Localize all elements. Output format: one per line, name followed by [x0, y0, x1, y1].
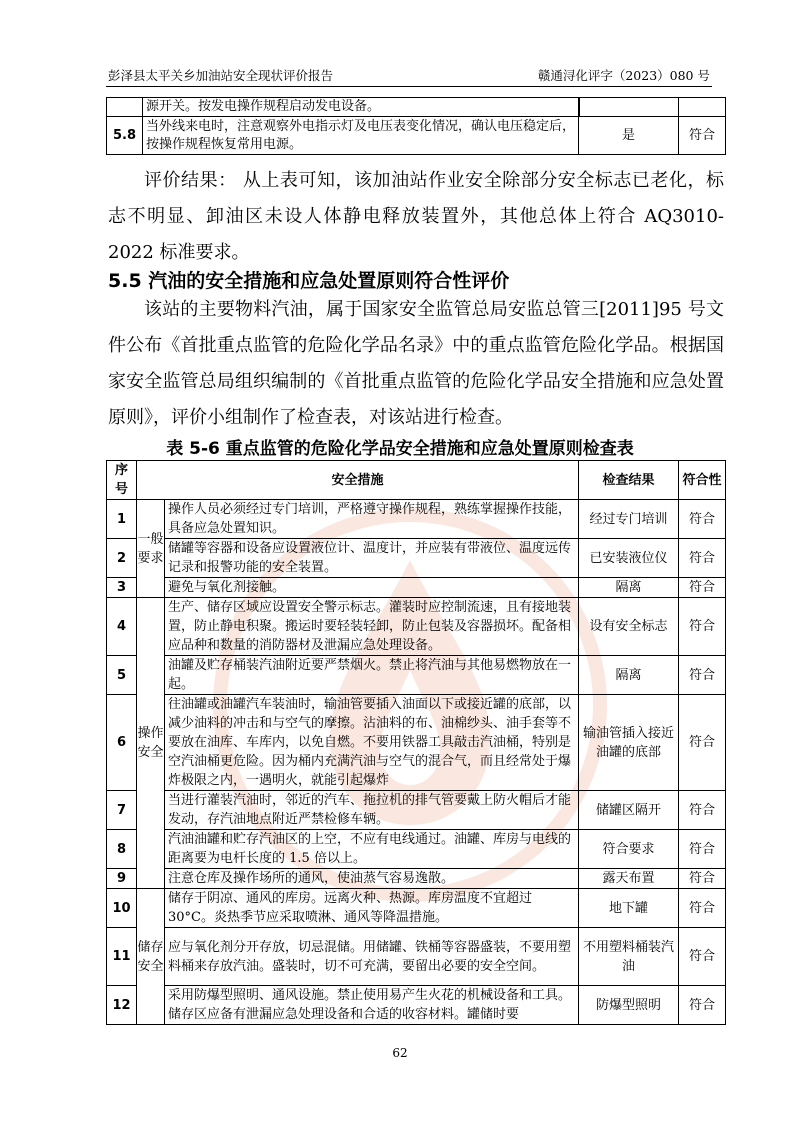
measure-cell: 当外线来电时，注意观察外电指示灯及电压表变化情况，确认电压稳定后，按操作规程恢复常用电源。	[143, 117, 579, 155]
row-number: 10	[107, 889, 137, 928]
table-cell	[107, 98, 143, 117]
previous-checklist-table	[106, 97, 726, 155]
measure-cell: 操作人员必须经过专门培训，严格遵守操作规程，熟练掌握操作技能，具备应急处置知识。	[165, 500, 579, 539]
table-row	[107, 98, 726, 117]
measure-cell: 当进行灌装汽油时，邻近的汽车、拖拉机的排气管要戴上防火帽后才能发动，存汽油地点附近严禁检修车辆。	[165, 791, 579, 830]
result-cell: 不用塑料桶装汽油	[579, 928, 679, 986]
measure-cell: 汽油油罐和贮存汽油区的上空，不应有电线通过。油罐、库房与电线的距离要为电杆长度的 1.5 倍以上。	[165, 830, 579, 869]
page-number: 62	[392, 1046, 408, 1060]
row-number: 3	[107, 578, 137, 598]
result-cell: 地下罐	[579, 889, 679, 928]
row-number: 12	[107, 986, 137, 1025]
evaluation-result-paragraph: 评价结果： 从上表可知，该加油站作业安全除部分安全标志已老化，标志不明显、卸油区未设人体静电释放装置外，其他总体上符合 AQ3010-2022 标准要求。	[108, 170, 724, 263]
row-number: 8	[107, 830, 137, 869]
result-cell: 符合要求	[579, 830, 679, 869]
result-cell: 输油管插入接近油罐的底部	[579, 695, 679, 791]
measure-cell: 储罐等容器和设备应设置液位计、温度计，并应装有带液位、温度远传记录和报警功能的安全装置。	[165, 539, 579, 578]
conformity-cell: 符合	[679, 500, 726, 539]
table-row	[107, 117, 726, 155]
header-document-number: 赣通浔化评字（2023）080 号	[537, 68, 710, 83]
measure-cell: 应与氧化剂分开存放，切忌混储。用储罐、铁桶等容器盛装，不要用塑料桶来存放汽油。盛装时，切不可充满，要留出必要的安全空间。	[165, 928, 579, 986]
measure-cell: 源开关。按发电操作规程启动发电设备。	[143, 98, 579, 117]
category-storage: 储存安全	[137, 889, 165, 1025]
table-row	[107, 598, 726, 656]
result-cell: 设有安全标志	[579, 598, 679, 656]
measure-cell: 往油罐或油罐汽车装油时，输油管要插入油面以下或接近罐的底部，以减少油料的冲击和与空气的摩擦。沾油料的布、油棉纱头、油手套等不要放在油库、车库内，以免自燃。不要用铁器工具敲击汽油桶，特别是空汽油桶更危险。因为桶内充满汽油与空气的混合气，而且经常处于爆炸极限之内，一遇明火，就能引起爆炸	[165, 695, 579, 791]
measure-cell: 避免与氧化剂接触。	[165, 578, 579, 598]
conformity-cell: 符合	[679, 986, 726, 1025]
result-cell: 储罐区隔开	[579, 791, 679, 830]
section-title: 5.5 汽油的安全措施和应急处置原则符合性评价	[108, 270, 510, 292]
conformity-cell: 符合	[679, 117, 726, 155]
hazardous-chemicals-checklist-table	[106, 460, 726, 1025]
table-row	[107, 986, 726, 1025]
row-number: 6	[107, 695, 137, 791]
row-number: 5	[107, 656, 137, 695]
result-cell: 已安装液位仪	[579, 539, 679, 578]
measure-cell: 注意仓库及操作场所的通风，使油蒸气容易逸散。	[165, 869, 579, 889]
table-cell	[679, 98, 726, 117]
conformity-cell: 符合	[679, 539, 726, 578]
table-row	[107, 656, 726, 695]
row-number: 1	[107, 500, 137, 539]
result-cell: 防爆型照明	[579, 986, 679, 1025]
result-cell: 是	[579, 117, 679, 155]
row-number: 7	[107, 791, 137, 830]
table-row	[107, 889, 726, 928]
conformity-cell: 符合	[679, 598, 726, 656]
table-row	[107, 500, 726, 539]
result-cell: 隔离	[579, 656, 679, 695]
conformity-cell: 符合	[679, 695, 726, 791]
table-row	[107, 928, 726, 986]
conformity-cell: 符合	[679, 656, 726, 695]
header-conformity: 符合性	[679, 461, 726, 500]
measure-cell: 采用防爆型照明、通风设施。禁止使用易产生火花的机械设备和工具。储存区应备有泄漏应急处理设备和合适的收容材料。罐储时要	[165, 986, 579, 1025]
intro-paragraph: 该站的主要物料汽油，属于国家安全监管总局安监总管三[2011]95 号文件公布《首批重点监管的危险化学品名录》中的重点监管危险化学品。根据国家安全监管总局组织编制的《首批重点监管的危险化学品安全措施和应急处置原则》，评价小组制作了检查表，对该站进行检查。	[108, 299, 724, 428]
measure-cell: 油罐及贮存桶装汽油附近要严禁烟火。禁止将汽油与其他易燃物放在一起。	[165, 656, 579, 695]
row-number: 5.8	[107, 117, 143, 155]
table-row	[107, 830, 726, 869]
table-cell	[579, 98, 679, 117]
conformity-cell: 符合	[679, 889, 726, 928]
table-title: 表 5-6 重点监管的危险化学品安全措施和应急处置原则检查表	[166, 439, 634, 459]
table-row	[107, 695, 726, 791]
row-number: 9	[107, 869, 137, 889]
header-report-title: 彭泽县太平关乡加油站安全现状评价报告	[108, 68, 334, 83]
table-row	[107, 791, 726, 830]
table-row	[107, 578, 726, 598]
conformity-cell: 符合	[679, 830, 726, 869]
conformity-cell: 符合	[679, 791, 726, 830]
result-cell: 露天布置	[579, 869, 679, 889]
conformity-cell: 符合	[679, 928, 726, 986]
header-result: 检查结果	[579, 461, 679, 500]
header-measure: 安全措施	[137, 461, 579, 500]
table-row	[107, 869, 726, 889]
row-number: 11	[107, 928, 137, 986]
result-cell: 经过专门培训	[579, 500, 679, 539]
row-number: 2	[107, 539, 137, 578]
header-number: 序号	[107, 461, 137, 500]
measure-cell: 储存于阴凉、通风的库房。远离火种、热源。库房温度不宜超过 30°C。炎热季节应采取喷淋、通风等降温措施。	[165, 889, 579, 928]
table-row	[107, 539, 726, 578]
result-cell: 隔离	[579, 578, 679, 598]
header-divider	[106, 86, 712, 87]
category-operation: 操作安全	[137, 598, 165, 889]
table-header-row	[107, 461, 726, 500]
row-number: 4	[107, 598, 137, 656]
measure-cell: 生产、储存区域应设置安全警示标志。灌装时应控制流速，且有接地装置，防止静电积聚。搬运时要轻装轻卸，防止包装及容器损坏。配备相应品种和数量的消防器材及泄漏应急处理设备。	[165, 598, 579, 656]
conformity-cell: 符合	[679, 578, 726, 598]
conformity-cell: 符合	[679, 869, 726, 889]
category-general: 一般要求	[137, 500, 165, 598]
